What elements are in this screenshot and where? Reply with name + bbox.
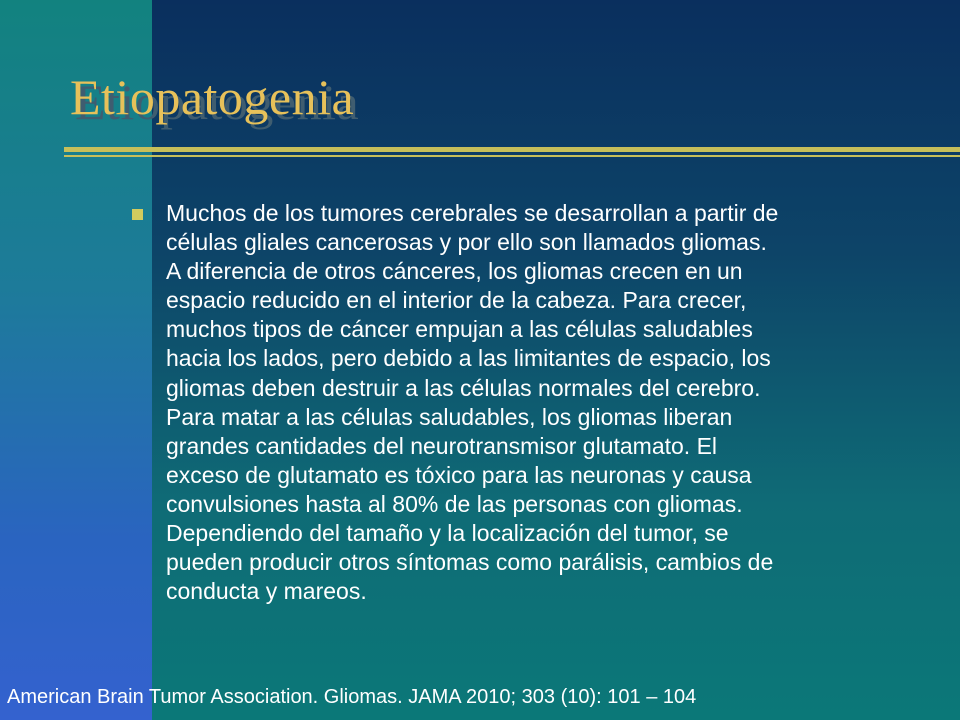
square-bullet-icon: [132, 209, 143, 220]
body-paragraph: Muchos de los tumores cerebrales se desarrollan a partir de células gliales cancerosas y por ello son llamados gliomas. A diferencia de otros cánceres, los gliomas crecen en un espacio reducido en el interior de la cabeza. Para crecer, muchos tipos de cáncer empujan a las células saludables hacia los lados, pero debido a las limitantes de espacio, los gliomas deben destruir a las células normales del cerebro. Para matar a las células saludables, los gliomas liberan grandes cantidades del neurotransmisor glutamato. El exceso de glutamato es tóxico para las neuronas y causa convulsiones hasta al 80% de las personas con gliomas. Dependiendo del tamaño y la localización del tumor, se pueden producir otros síntomas como parálisis, cambios de conducta y mareos.: [166, 200, 779, 605]
citation-footer: American Brain Tumor Association. Gliomas. JAMA 2010; 303 (10): 101 – 104: [7, 686, 697, 708]
title-underline-thick: [64, 147, 960, 152]
slide-title: Etiopatogenia: [70, 69, 355, 125]
title-underline-thin: [64, 155, 960, 157]
